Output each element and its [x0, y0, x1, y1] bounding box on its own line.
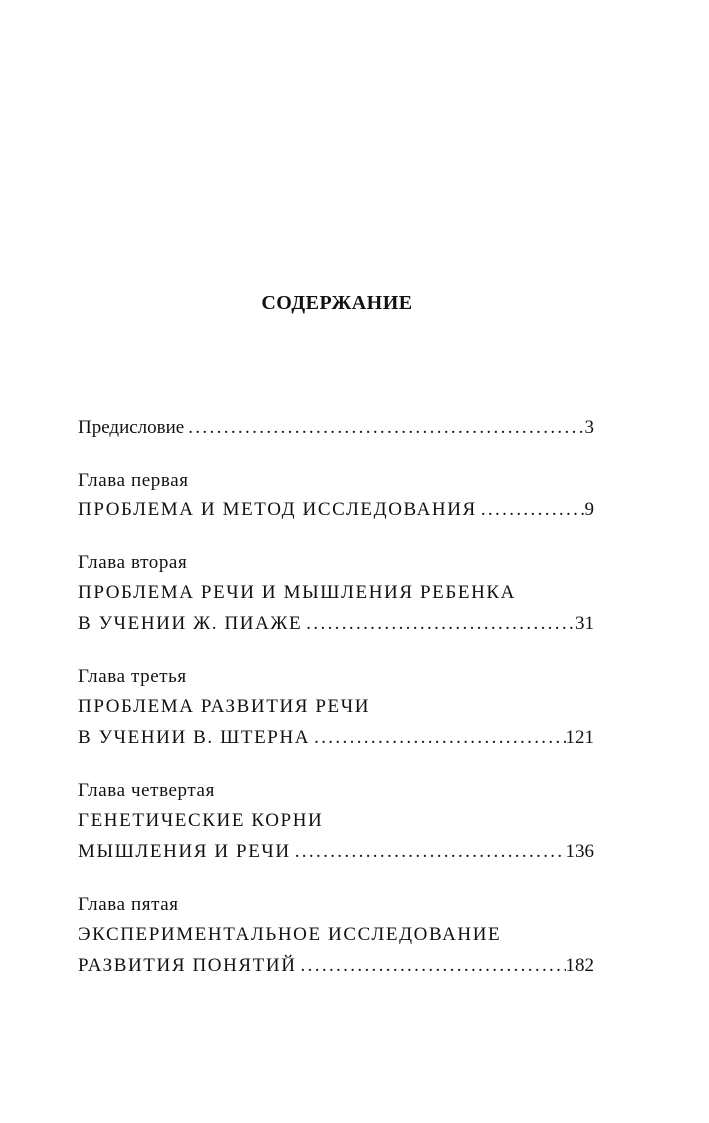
toc-entry-preface[interactable] [78, 415, 594, 441]
chapter-label: Глава четвертая [78, 780, 215, 801]
toc-title: СОДЕРЖАНИЕ [261, 292, 413, 314]
toc-entry-chapter-1[interactable] [78, 497, 594, 523]
chapter-title-line: РАЗВИТИЯ ПОНЯТИЙ [78, 955, 297, 976]
chapter-title-line: В УЧЕНИИ В. ШТЕРНА [78, 727, 311, 748]
chapter-title-line: ПРОБЛЕМА И МЕТОД ИССЛЕДОВАНИЯ [78, 499, 477, 520]
toc-page-number: 9 [584, 499, 594, 520]
chapter-title-line: ПРОБЛЕМА РАЗВИТИЯ РЕЧИ [78, 696, 371, 717]
chapter-title-line: ГЕНЕТИЧЕСКИЕ КОРНИ [78, 810, 324, 831]
toc-page-number: 121 [565, 727, 594, 748]
chapter-title-line: В УЧЕНИИ Ж. ПИАЖЕ [78, 613, 303, 634]
dot-leader [297, 953, 566, 979]
chapter-title-line: ЭКСПЕРИМЕНТАЛЬНОЕ ИССЛЕДОВАНИЕ [78, 924, 502, 945]
chapter-label: Глава пятая [78, 894, 179, 915]
toc-page-number: 31 [575, 613, 594, 634]
dot-leader [477, 497, 585, 523]
toc-entry-chapter-5[interactable] [78, 953, 594, 979]
dot-leader [310, 725, 565, 751]
chapter-title-line: МЫШЛЕНИЯ И РЕЧИ [78, 841, 291, 862]
chapter-label: Глава вторая [78, 552, 188, 573]
toc-entry-chapter-4[interactable] [78, 839, 594, 865]
dot-leader [302, 611, 575, 637]
toc-entry-label: Предисловие [78, 417, 185, 438]
chapter-title-line: ПРОБЛЕМА РЕЧИ И МЫШЛЕНИЯ РЕБЕНКА [78, 582, 516, 603]
toc-page-number: 182 [565, 955, 594, 976]
dot-leader [184, 415, 584, 441]
dot-leader [291, 839, 566, 865]
toc-page-number: 3 [584, 417, 594, 438]
chapter-label: Глава первая [78, 470, 189, 491]
toc-entry-chapter-3[interactable] [78, 725, 594, 751]
chapter-label: Глава третья [78, 666, 187, 687]
toc-entry-chapter-2[interactable] [78, 611, 594, 637]
toc-page-number: 136 [565, 841, 594, 862]
